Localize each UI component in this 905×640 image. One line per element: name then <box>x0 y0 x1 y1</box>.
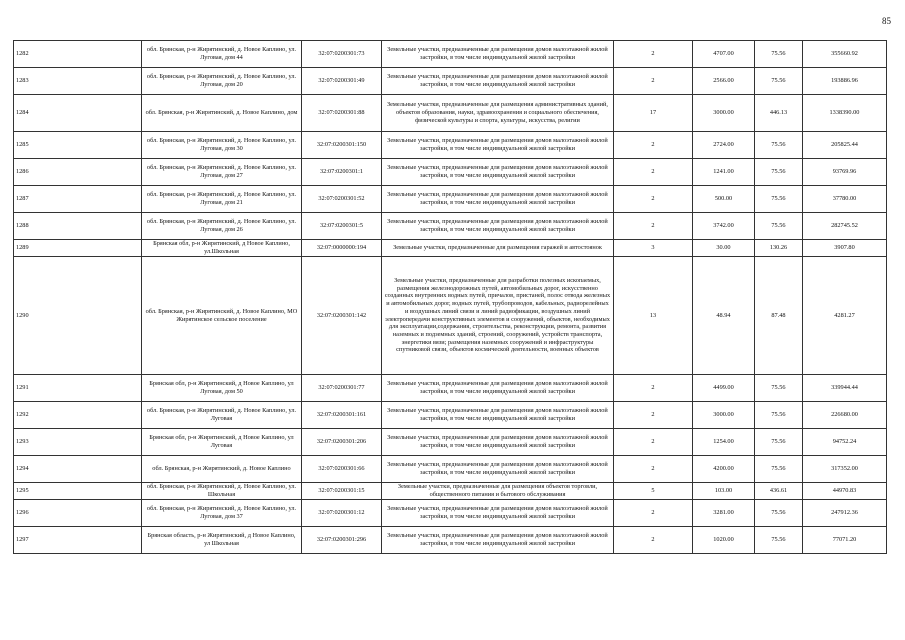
row-number: 1289 <box>14 240 142 257</box>
specific-value-cell: 75.56 <box>755 186 803 213</box>
land-purpose-cell: Земельные участки, предназначенные для размещения домов малоэтажной жилой застройки, в том числе индивидуальной жилой застройки <box>382 41 614 68</box>
land-purpose-cell: Земельные участки, предназначенные для размещения домов малоэтажной жилой застройки, в том числе индивидуальной жилой застройки <box>382 68 614 95</box>
specific-value-cell: 75.56 <box>755 68 803 95</box>
address-cell: Брянская область, р-н Жирятинский, д Новое Каплино, ул Школьная <box>142 527 302 554</box>
row-number: 1285 <box>14 132 142 159</box>
row-number: 1295 <box>14 483 142 500</box>
area-cell: 1254.00 <box>693 429 755 456</box>
land-purpose-cell: Земельные участки, предназначенные для размещения домов малоэтажной жилой застройки, в том числе индивидуальной жилой застройки <box>382 456 614 483</box>
address-cell: обл. Брянская, р-н Жирятинский, д. Новое Каплино, ул. Луговая, дом 21 <box>142 186 302 213</box>
table-row <box>14 68 887 95</box>
specific-value-cell: 87.48 <box>755 257 803 375</box>
address-cell: обл. Брянская, р-н Жирятинский, д. Новое Каплино <box>142 456 302 483</box>
table-row <box>14 132 887 159</box>
cadastral-value-cell: 37780.00 <box>803 186 887 213</box>
purpose-group-cell: 2 <box>614 159 693 186</box>
specific-value-cell: 130.26 <box>755 240 803 257</box>
area-cell: 3742.00 <box>693 213 755 240</box>
table-row <box>14 95 887 132</box>
cadastral-value-cell: 282745.52 <box>803 213 887 240</box>
specific-value-cell: 75.56 <box>755 375 803 402</box>
purpose-group-cell: 2 <box>614 456 693 483</box>
purpose-group-cell: 2 <box>614 41 693 68</box>
row-number: 1291 <box>14 375 142 402</box>
cadastral-value-cell: 193886.96 <box>803 68 887 95</box>
land-purpose-cell: Земельные участки, предназначенные для размещения домов малоэтажной жилой застройки, в том числе индивидуальной жилой застройки <box>382 527 614 554</box>
land-registry-table <box>13 40 887 554</box>
land-purpose-cell: Земельные участки, предназначенные для размещения административных зданий, объектов образования, науки, здравоохранения и социального обеспечения, физической культуры и спорта, культуры, искусства, религии <box>382 95 614 132</box>
area-cell: 4200.00 <box>693 456 755 483</box>
purpose-group-cell: 2 <box>614 402 693 429</box>
address-cell: Брянская обл, р-н Жирятинский, д Новое Каплино, ул Луговая, дом 50 <box>142 375 302 402</box>
table-row <box>14 375 887 402</box>
purpose-group-cell: 2 <box>614 68 693 95</box>
cadastral-number-cell: 32:07:0200301:296 <box>302 527 382 554</box>
cadastral-value-cell: 44970.83 <box>803 483 887 500</box>
cadastral-number-cell: 32:07:0200301:77 <box>302 375 382 402</box>
purpose-group-cell: 5 <box>614 483 693 500</box>
cadastral-number-cell: 32:07:0200301:88 <box>302 95 382 132</box>
table-row <box>14 41 887 68</box>
cadastral-number-cell: 32:07:0200301:66 <box>302 456 382 483</box>
cadastral-value-cell: 77071.20 <box>803 527 887 554</box>
table-row <box>14 159 887 186</box>
purpose-group-cell: 2 <box>614 527 693 554</box>
row-number: 1294 <box>14 456 142 483</box>
row-number: 1293 <box>14 429 142 456</box>
table-row <box>14 186 887 213</box>
table-row <box>14 500 887 527</box>
cadastral-value-cell: 205825.44 <box>803 132 887 159</box>
area-cell: 2724.00 <box>693 132 755 159</box>
specific-value-cell: 75.56 <box>755 402 803 429</box>
table-row <box>14 456 887 483</box>
purpose-group-cell: 17 <box>614 95 693 132</box>
area-cell: 3281.00 <box>693 500 755 527</box>
specific-value-cell: 75.56 <box>755 132 803 159</box>
area-cell: 30.00 <box>693 240 755 257</box>
cadastral-value-cell: 339944.44 <box>803 375 887 402</box>
cadastral-value-cell: 317352.00 <box>803 456 887 483</box>
table-row <box>14 213 887 240</box>
purpose-group-cell: 2 <box>614 375 693 402</box>
land-purpose-cell: Земельные участки, предназначенные для размещения домов малоэтажной жилой застройки, в том числе индивидуальной жилой застройки <box>382 375 614 402</box>
address-cell: Брянская обл, р-н Жирятинский, д Новое Каплино, ул Луговая <box>142 429 302 456</box>
specific-value-cell: 75.56 <box>755 500 803 527</box>
area-cell: 4707.00 <box>693 41 755 68</box>
address-cell: обл. Брянская, р-н Жирятинский, д. Новое Каплино, ул. Луговая, дом 20 <box>142 68 302 95</box>
purpose-group-cell: 3 <box>614 240 693 257</box>
area-cell: 1020.00 <box>693 527 755 554</box>
table-row <box>14 527 887 554</box>
land-purpose-cell: Земельные участки, предназначенные для размещения домов малоэтажной жилой застройки, в том числе индивидуальной жилой застройки <box>382 186 614 213</box>
specific-value-cell: 75.56 <box>755 456 803 483</box>
specific-value-cell: 436.61 <box>755 483 803 500</box>
specific-value-cell: 75.56 <box>755 527 803 554</box>
specific-value-cell: 75.56 <box>755 41 803 68</box>
land-purpose-cell: Земельные участки, предназначенные для размещения домов малоэтажной жилой застройки, в том числе индивидуальной жилой застройки <box>382 213 614 240</box>
purpose-group-cell: 2 <box>614 500 693 527</box>
address-cell: обл. Брянская, р-н Жирятинский, д. Новое Каплино, ул. Луговая, дом 37 <box>142 500 302 527</box>
address-cell: обл. Брянская, р-н Жирятинский, д. Новое Каплино, МО Жирятинское сельское поселение <box>142 257 302 375</box>
address-cell: обл. Брянская, р-н Жирятинский, д. Новое Каплино, ул. Школьная <box>142 483 302 500</box>
area-cell: 3000.00 <box>693 402 755 429</box>
area-cell: 48.94 <box>693 257 755 375</box>
cadastral-number-cell: 32:07:0200301:161 <box>302 402 382 429</box>
cadastral-number-cell: 32:07:0200301:73 <box>302 41 382 68</box>
purpose-group-cell: 2 <box>614 186 693 213</box>
specific-value-cell: 75.56 <box>755 429 803 456</box>
cadastral-number-cell: 32:07:0200301:1 <box>302 159 382 186</box>
address-cell: обл. Брянская, р-н Жирятинский, д. Новое Каплино, дом <box>142 95 302 132</box>
cadastral-value-cell: 226680.00 <box>803 402 887 429</box>
land-purpose-cell: Земельные участки, предназначенные для размещения домов малоэтажной жилой застройки, в том числе индивидуальной жилой застройки <box>382 402 614 429</box>
specific-value-cell: 75.56 <box>755 213 803 240</box>
land-purpose-cell: Земельные участки, предназначенные для размещения домов малоэтажной жилой застройки, в том числе индивидуальной жилой застройки <box>382 132 614 159</box>
cadastral-number-cell: 32:07:0200301:206 <box>302 429 382 456</box>
purpose-group-cell: 2 <box>614 213 693 240</box>
area-cell: 4499.00 <box>693 375 755 402</box>
address-cell: обл. Брянская, р-н Жирятинский, д. Новое Каплино, ул. Луговая, дом 27 <box>142 159 302 186</box>
cadastral-value-cell: 355660.92 <box>803 41 887 68</box>
address-cell: Брянская обл, р-н Жирятинский, д Новое Каплино, ул.Школьная <box>142 240 302 257</box>
purpose-group-cell: 2 <box>614 132 693 159</box>
cadastral-number-cell: 32:07:0200301:142 <box>302 257 382 375</box>
cadastral-number-cell: 32:07:0200301:15 <box>302 483 382 500</box>
area-cell: 2566.00 <box>693 68 755 95</box>
table-row <box>14 257 887 375</box>
land-purpose-cell: Земельные участки, предназначенные для размещения объектов торговли, общественного питания и бытового обслуживания <box>382 483 614 500</box>
address-cell: обл. Брянская, р-н Жирятинский, д. Новое Каплино, ул. Луговая <box>142 402 302 429</box>
area-cell: 500.00 <box>693 186 755 213</box>
address-cell: обл. Брянская, р-н Жирятинский, д. Новое Каплино, ул. Луговая, дом 30 <box>142 132 302 159</box>
area-cell: 1241.00 <box>693 159 755 186</box>
specific-value-cell: 446.13 <box>755 95 803 132</box>
row-number: 1283 <box>14 68 142 95</box>
cadastral-number-cell: 32:07:0200301:49 <box>302 68 382 95</box>
row-number: 1288 <box>14 213 142 240</box>
table-row <box>14 240 887 257</box>
cadastral-number-cell: 32:07:0200301:5 <box>302 213 382 240</box>
land-purpose-cell: Земельные участки, предназначенные для размещения домов малоэтажной жилой застройки, в том числе индивидуальной жилой застройки <box>382 429 614 456</box>
address-cell: обл. Брянская, р-н Жирятинский, д. Новое Каплино, ул. Луговая, дом 26 <box>142 213 302 240</box>
land-purpose-cell: Земельные участки, предназначенные для размещения гаражей и автостоянок <box>382 240 614 257</box>
row-number: 1297 <box>14 527 142 554</box>
cadastral-number-cell: 32:07:0200301:12 <box>302 500 382 527</box>
row-number: 1290 <box>14 257 142 375</box>
land-purpose-cell: Земельные участки, предназначенные для разработки полезных ископаемых, размещения железнодорожных путей, автомобильных дорог, искусственно созданных внутренних водных путей, причалов, пристаней, полос отвода железных и автомобильных дорог, водных путей, трубопроводов, кабельных, радиорелейных и воздушных линий связи и линий радиофикации, воздушных линий электропередачи конструктивных элементов и сооружений, объектов, необходимых для эксплуатации,содержания, строительства, реконструкции, ремонта, развития наземных и подземных зданий, строений, сооружений, устройств транспорта, энергетики вязи; размещения наземных сооружений и инфраструктуры спутниковой связи, объектов космической деятельности, военных объектов <box>382 257 614 375</box>
row-number: 1282 <box>14 41 142 68</box>
table-body <box>14 41 887 554</box>
cadastral-number-cell: 32:07:0200301:150 <box>302 132 382 159</box>
cadastral-value-cell: 247912.36 <box>803 500 887 527</box>
land-purpose-cell: Земельные участки, предназначенные для размещения домов малоэтажной жилой застройки, в том числе индивидуальной жилой застройки <box>382 159 614 186</box>
row-number: 1287 <box>14 186 142 213</box>
cadastral-value-cell: 3907.80 <box>803 240 887 257</box>
area-cell: 3000.00 <box>693 95 755 132</box>
cadastral-number-cell: 32:07:0000000:194 <box>302 240 382 257</box>
table-row <box>14 429 887 456</box>
purpose-group-cell: 13 <box>614 257 693 375</box>
row-number: 1286 <box>14 159 142 186</box>
row-number: 1284 <box>14 95 142 132</box>
row-number: 1292 <box>14 402 142 429</box>
specific-value-cell: 75.56 <box>755 159 803 186</box>
table-row <box>14 483 887 500</box>
row-number: 1296 <box>14 500 142 527</box>
land-purpose-cell: Земельные участки, предназначенные для размещения домов малоэтажной жилой застройки, в том числе индивидуальной жилой застройки <box>382 500 614 527</box>
cadastral-value-cell: 93769.96 <box>803 159 887 186</box>
cadastral-value-cell: 94752.24 <box>803 429 887 456</box>
page-number: 85 <box>882 16 891 26</box>
cadastral-value-cell: 1338390.00 <box>803 95 887 132</box>
cadastral-value-cell: 4281.27 <box>803 257 887 375</box>
area-cell: 103.00 <box>693 483 755 500</box>
purpose-group-cell: 2 <box>614 429 693 456</box>
address-cell: обл. Брянская, р-н Жирятинский, д. Новое Каплино, ул. Луговая, дом 44 <box>142 41 302 68</box>
table-row <box>14 402 887 429</box>
cadastral-number-cell: 32:07:0200301:52 <box>302 186 382 213</box>
